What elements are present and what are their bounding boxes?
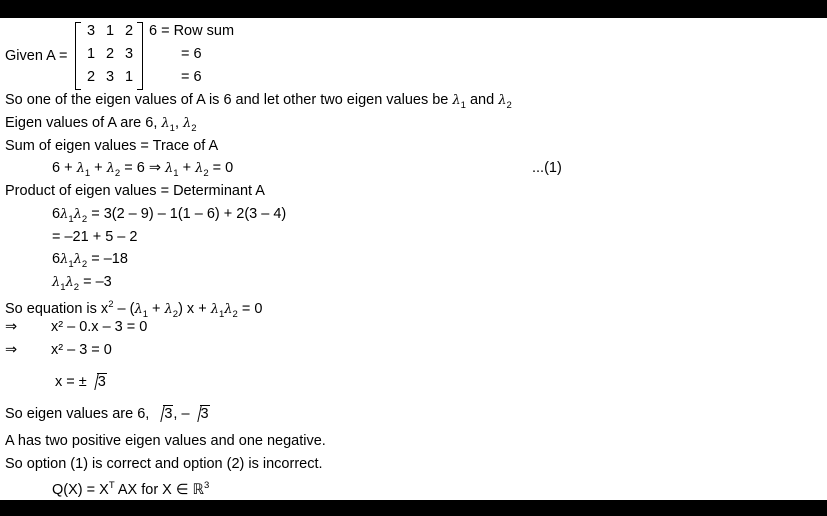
sqrt-symbol: 3 (87, 373, 107, 391)
matrix-cell: 3 (124, 46, 134, 62)
matrix-cell: 3 (86, 23, 96, 39)
equation-line: ⇒ x² – 0.x – 3 = 0 (5, 319, 148, 335)
text-line: Eigen values of A are 6, $\lambda_1$, $\lambda_2$ (5, 115, 197, 134)
equation-line: $6 + \lambda_1 + \lambda_2 = 6$ ⇒ $\lambda_1 + \lambda_2 = 0$ (52, 160, 234, 179)
text-line: Sum of eigen values = Trace of A (5, 138, 219, 154)
matrix-row (84, 68, 136, 86)
text-line: So eigen values are 6, 3, – 3 (5, 406, 209, 422)
matrix-cell: 2 (124, 23, 134, 39)
equation-line: $6\lambda_1\lambda_2 = 3(2 - 9) - 1(1 - 6) + 2(3 - 4)$ (52, 206, 287, 225)
equation-line: $\lambda_1\lambda_2 = -3$ (52, 274, 112, 293)
matrix-a (75, 22, 143, 88)
equation-line: = –21 + 5 – 2 (52, 229, 138, 245)
sqrt-symbol: 3 (153, 405, 173, 423)
row-sum-value: = 6 (181, 46, 202, 62)
solution-page (0, 18, 827, 500)
matrix-left-bracket (75, 22, 81, 90)
matrix-cell: 1 (105, 23, 115, 39)
matrix-row (84, 45, 136, 63)
equation-line: $Q(X) = X^T$ AX for X ∈ ℝ$^3$ (52, 480, 210, 498)
matrix-cell: 2 (86, 69, 96, 85)
equation-line: ⇒ x² – 3 = 0 (5, 342, 112, 358)
text-line: A has two positive eigen values and one negative. (5, 433, 326, 449)
matrix-cell: 2 (105, 46, 115, 62)
text-line: So equation is $x^2 - (\lambda_1 + \lambda_2) x + \lambda_1\lambda_2 = 0$ (5, 299, 263, 320)
row-sum-label: 6 = Row sum (149, 23, 235, 39)
given-label: Given A = (5, 48, 68, 64)
matrix-cell: 1 (86, 46, 96, 62)
matrix-cell: 1 (124, 69, 134, 85)
equation-line: $6\lambda_1\lambda_2 = -18$ (52, 251, 128, 270)
matrix-row (84, 22, 136, 40)
matrix-right-bracket (137, 22, 143, 90)
text-line: Product of eigen values = Determinant A (5, 183, 265, 199)
matrix-cell: 3 (105, 69, 115, 85)
implies-arrow: ⇒ (5, 319, 18, 335)
equation-reference: ...(1) (532, 160, 562, 176)
sqrt-symbol: 3 (190, 405, 210, 423)
equation-line: x = ± 3 (55, 374, 106, 390)
text-line: So option (1) is correct and option (2) is incorrect. (5, 456, 323, 472)
row-sum-value: = 6 (181, 69, 202, 85)
text-line: So one of the eigen values of A is 6 and let other two eigen values be $\lambda_1$ and $\lambda_2$ (5, 92, 512, 111)
implies-arrow: ⇒ (5, 342, 18, 358)
